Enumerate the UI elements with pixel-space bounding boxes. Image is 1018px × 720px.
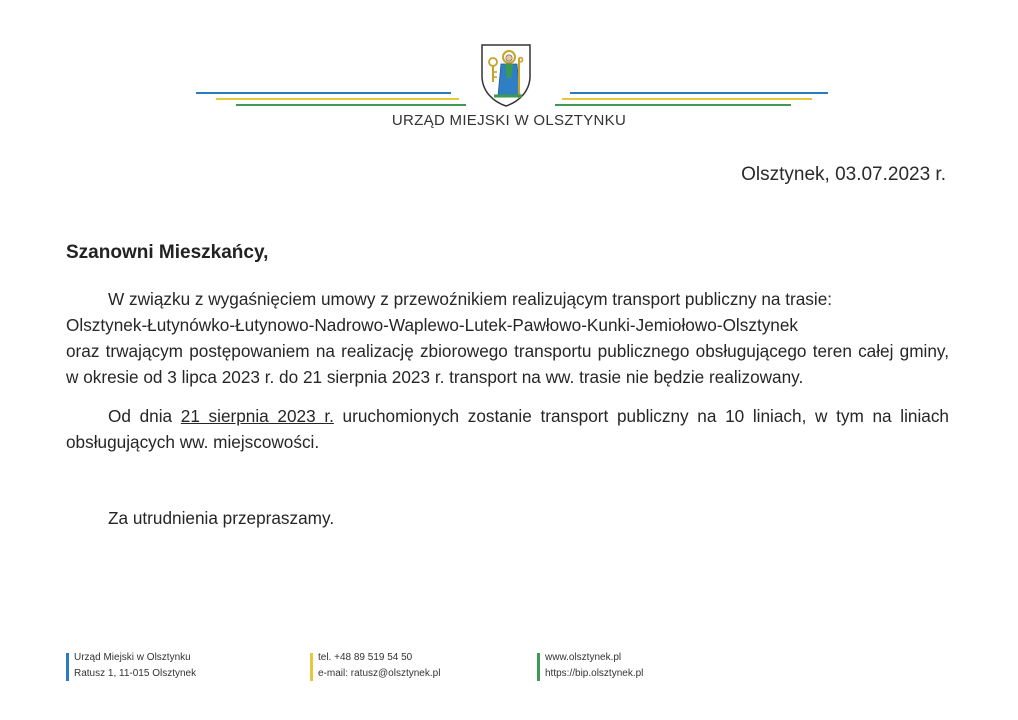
- header-line-green-right: [555, 104, 791, 106]
- letter-greeting: Szanowni Mieszkańcy,: [66, 242, 269, 263]
- letter-date: Olsztynek, 03.07.2023 r.: [741, 164, 946, 185]
- paragraph-1-rest: oraz trwającym postępowaniem na realizację zbiorowego transportu publicznego obsługującego teren całej gminy, w okresie od 3 lipca 2023 r. do 21 sierpnia 2023 r. transport na ww. trasie nie będzie realizowany.: [66, 341, 949, 387]
- letter-body: [66, 286, 949, 466]
- footer-address: [66, 650, 196, 682]
- closing-line: Za utrudnienia przepraszamy.: [108, 508, 335, 528]
- header-line-blue-left: [196, 92, 451, 94]
- start-date: 21 sierpnia 2023 r.: [180, 406, 334, 426]
- paragraph-2-after: uruchomionych zostanie transport publiczny na 10 liniach, w tym na liniach obsługujących ww. miejscowości.: [66, 406, 949, 452]
- route-list: Olsztynek-Łutynówko-Łutynowo-Nadrowo-Waplewo-Lutek-Pawłowo-Kunki-Jemiołowo-Olsztynek: [66, 315, 799, 335]
- footer-email[interactable]: e-mail: ratusz@olsztynek.pl: [318, 668, 441, 679]
- footer-web: [537, 650, 643, 682]
- paragraph-1: [66, 286, 949, 390]
- footer-phone: tel. +48 89 519 54 50: [318, 652, 413, 663]
- header-line-blue-right: [570, 92, 828, 94]
- coat-of-arms-icon: [478, 42, 534, 108]
- footer-address-name: Urząd Miejski w Olsztynku: [74, 652, 191, 663]
- header-line-green-left: [236, 104, 466, 106]
- footer-bip[interactable]: https://bip.olsztynek.pl: [545, 668, 644, 679]
- footer-contact: [310, 650, 440, 682]
- paragraph-2-before: Od dnia: [108, 406, 181, 426]
- footer-bar-blue: [66, 653, 69, 681]
- paragraph-2: [66, 403, 949, 455]
- organization-name: URZĄD MIEJSKI W OLSZTYNKU: [391, 112, 627, 129]
- header-line-yellow-left: [216, 98, 459, 100]
- footer-bar-green: [537, 653, 540, 681]
- header-line-yellow-right: [562, 98, 812, 100]
- footer-website[interactable]: www.olsztynek.pl: [545, 652, 622, 663]
- footer-address-street: Ratusz 1, 11-015 Olsztynek: [74, 668, 197, 679]
- paragraph-1-intro: W związku z wygaśnięciem umowy z przewoźnikiem realizującym transport publiczny na trasie:: [108, 289, 833, 309]
- footer-bar-yellow: [310, 653, 313, 681]
